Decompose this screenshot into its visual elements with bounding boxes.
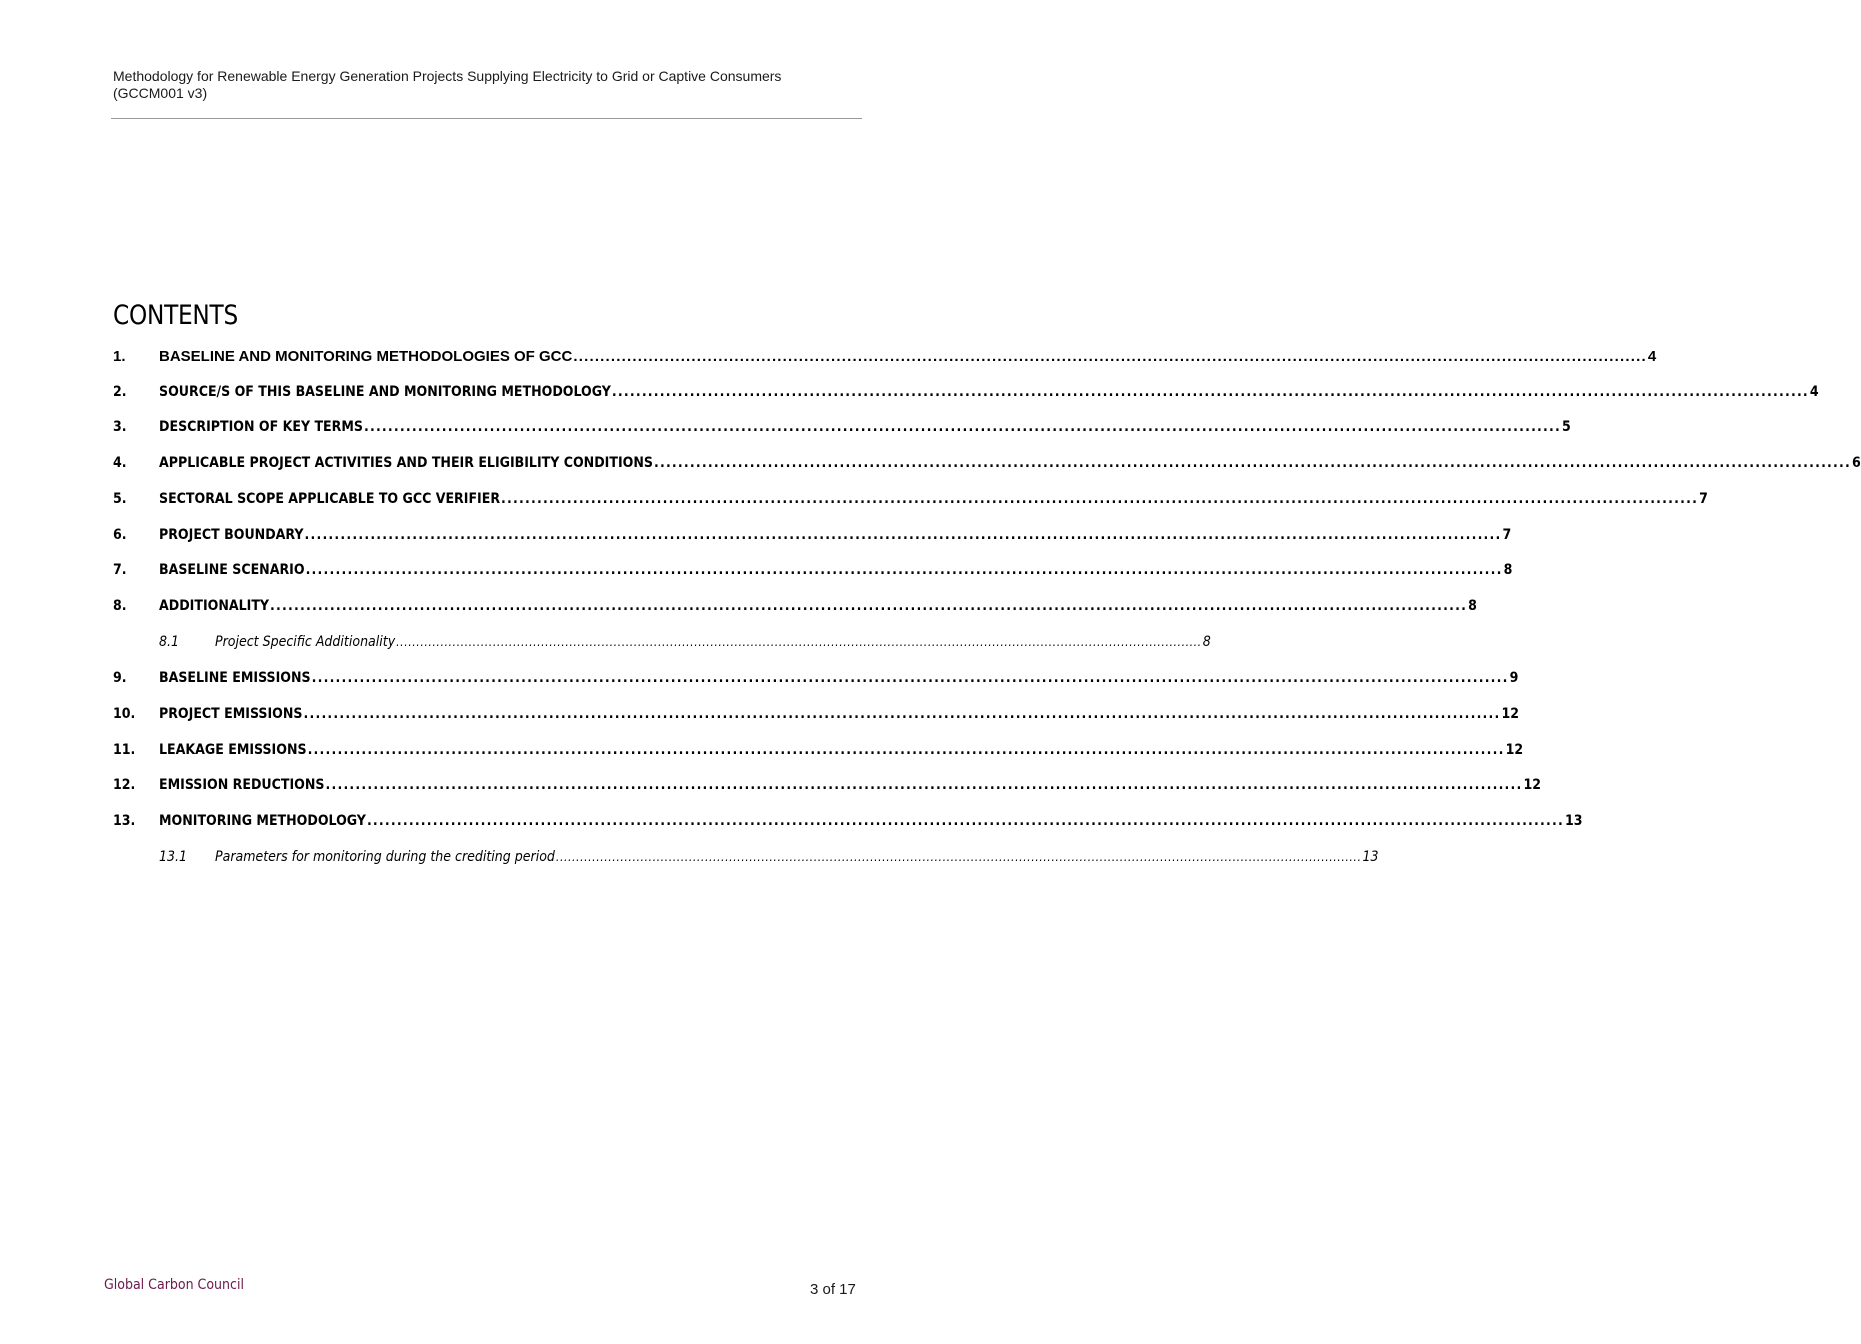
- toc-entry-page: 12: [1501, 706, 1520, 722]
- toc-entry-title: SECTORAL SCOPE APPLICABLE TO GCC VERIFIER: [159, 491, 501, 507]
- toc-leader-dots: ........................................................................................................................................................................................................: [307, 742, 1505, 758]
- toc-leader-dots: ........................................................................................................................................................................................................: [555, 850, 1362, 864]
- toc-leader-dots: ........................................................................................................................................................................................................: [304, 527, 1502, 543]
- toc-entry-page: 13: [1362, 849, 1379, 865]
- toc-entry-number: 2.: [113, 384, 127, 400]
- toc-entry[interactable]: [113, 742, 1524, 764]
- toc-entry-number: 11.: [113, 742, 136, 758]
- toc-entry[interactable]: [113, 562, 1513, 584]
- toc-leader-dots: ........................................................................................................................................................................................................: [573, 348, 1647, 365]
- toc-entry-title: LEAKAGE EMISSIONS: [159, 742, 307, 758]
- toc-entry-number: 5.: [113, 491, 127, 507]
- page-number: 3 of 17: [810, 1281, 856, 1298]
- toc-entry-title: ADDITIONALITY: [159, 598, 270, 614]
- toc-entry-title: APPLICABLE PROJECT ACTIVITIES AND THEIR ELIGIBILITY CONDITIONS: [159, 455, 653, 471]
- toc-entry-page: 12: [1505, 742, 1524, 758]
- toc-entry[interactable]: [113, 455, 1861, 477]
- toc-leader-dots: ........................................................................................................................................................................................................: [366, 813, 1564, 829]
- toc-leader-dots: ........................................................................................................................................................................................................: [501, 491, 1699, 507]
- toc-subentry[interactable]: [159, 849, 1379, 871]
- toc-entry-number: 8.: [113, 598, 127, 614]
- toc-entry-number: 8.1: [159, 634, 180, 650]
- toc-entry-page: 7: [1502, 527, 1512, 543]
- toc-leader-dots: ........................................................................................................................................................................................................: [270, 598, 1468, 614]
- toc-entry-title: BASELINE AND MONITORING METHODOLOGIES OF GCC: [159, 348, 573, 365]
- toc-entry[interactable]: [113, 598, 1477, 620]
- toc-entry-page: 8: [1202, 634, 1211, 650]
- toc-leader-dots: ........................................................................................................................................................................................................: [653, 455, 1851, 471]
- toc-entry[interactable]: [113, 777, 1542, 799]
- toc-entry-page: 12: [1523, 777, 1542, 793]
- toc-entry[interactable]: [113, 384, 1819, 406]
- toc-leader-dots: ........................................................................................................................................................................................................: [611, 384, 1809, 400]
- toc-entry-page: 7: [1699, 491, 1708, 507]
- toc-entry[interactable]: [113, 419, 1571, 441]
- toc-entry-title: EMISSION REDUCTIONS: [159, 777, 325, 793]
- toc-entry-page: 8: [1468, 598, 1477, 614]
- toc-entry-page: 9: [1509, 670, 1519, 686]
- toc-entry-number: 6.: [113, 527, 127, 543]
- toc-entry-number: 7.: [113, 562, 127, 578]
- toc-entry-number: 3.: [113, 419, 127, 435]
- running-header: [113, 68, 873, 102]
- toc-entry-number: 1.: [113, 348, 126, 365]
- toc-entry-number: 12.: [113, 777, 136, 793]
- toc-entry-title: DESCRIPTION OF KEY TERMS: [159, 419, 363, 435]
- toc-entry-title: PROJECT BOUNDARY: [159, 527, 304, 543]
- toc-entry-number: 9.: [113, 670, 127, 686]
- toc-entry[interactable]: [113, 491, 1708, 513]
- toc-entry-number: 13.: [113, 813, 136, 829]
- header-title-line-2: (GCCM001 v3): [113, 85, 208, 101]
- toc-entry[interactable]: [113, 706, 1520, 728]
- toc-leader-dots: ........................................................................................................................................................................................................: [396, 635, 1202, 649]
- toc-entry-title: Parameters for monitoring during the crediting period: [215, 849, 555, 865]
- toc-entry-number: 13.1: [159, 849, 188, 865]
- toc-entry-title: BASELINE SCENARIO: [159, 562, 305, 578]
- footer-organization: Global Carbon Council: [104, 1277, 244, 1293]
- toc-entry[interactable]: [113, 670, 1519, 692]
- contents-heading: CONTENTS: [113, 300, 238, 331]
- toc-entry-page: 13: [1564, 813, 1583, 829]
- header-title-line-1: Methodology for Renewable Energy Generation Projects Supplying Electricity to Grid or Captive Consumers: [113, 68, 782, 84]
- header-divider: [111, 118, 862, 119]
- toc-entry-page: 8: [1503, 562, 1513, 578]
- toc-leader-dots: ........................................................................................................................................................................................................: [325, 777, 1523, 793]
- toc-entry-title: PROJECT EMISSIONS: [159, 706, 303, 722]
- toc-leader-dots: ........................................................................................................................................................................................................: [311, 670, 1509, 686]
- toc-entry-number: 4.: [113, 455, 127, 471]
- toc-entry[interactable]: [113, 348, 1657, 370]
- toc-subentry[interactable]: [159, 634, 1211, 656]
- toc-leader-dots: ........................................................................................................................................................................................................: [305, 562, 1503, 578]
- toc-entry[interactable]: [113, 527, 1512, 549]
- toc-entry-title: BASELINE EMISSIONS: [159, 670, 311, 686]
- toc-entry[interactable]: [113, 813, 1583, 835]
- toc-entry-page: 5: [1562, 419, 1571, 435]
- toc-entry-title: SOURCE/S OF THIS BASELINE AND MONITORING METHODOLOGY: [159, 384, 611, 400]
- toc-leader-dots: ........................................................................................................................................................................................................: [303, 706, 1501, 722]
- toc-entry-title: MONITORING METHODOLOGY: [159, 813, 366, 829]
- toc-entry-title: Project Specific Additionality: [215, 634, 396, 650]
- toc-leader-dots: ........................................................................................................................................................................................................: [363, 419, 1561, 435]
- toc-entry-page: 4: [1809, 384, 1819, 400]
- toc-entry-page: 6: [1852, 455, 1861, 471]
- toc-entry-number: 10.: [113, 706, 136, 722]
- toc-entry-page: 4: [1647, 348, 1657, 365]
